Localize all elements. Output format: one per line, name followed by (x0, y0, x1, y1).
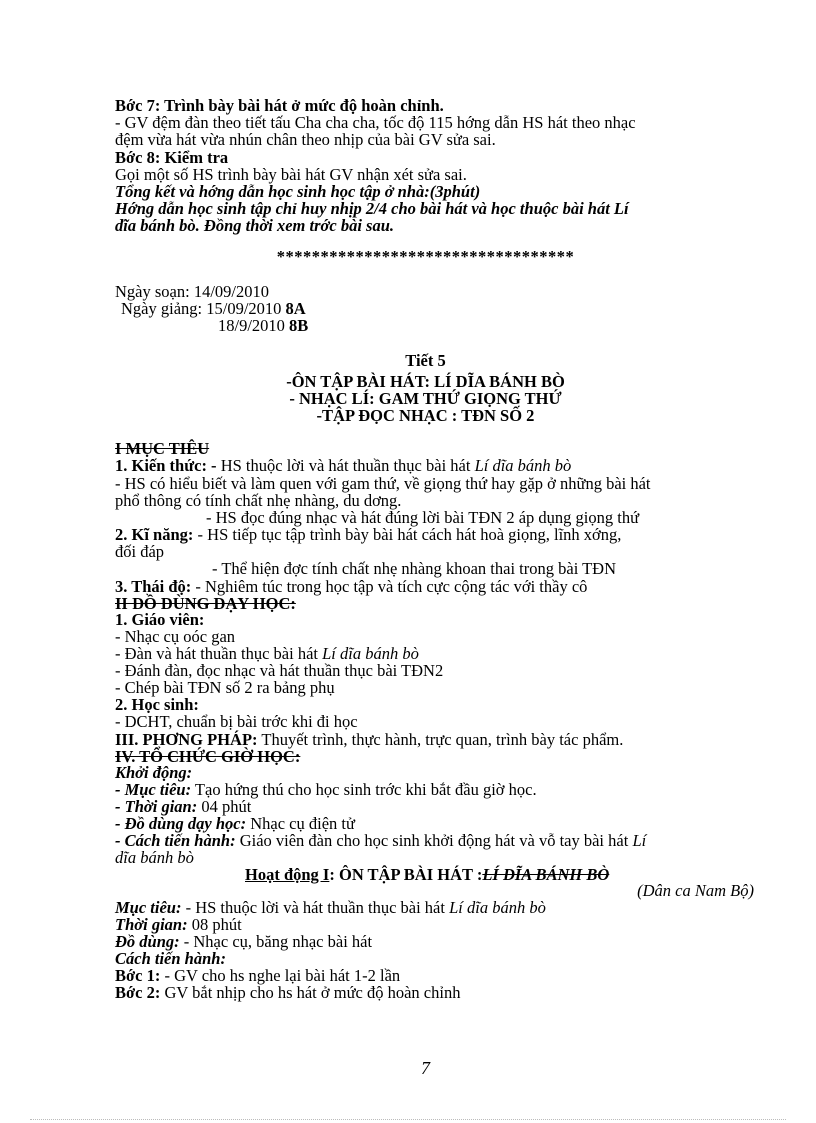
activity1-step1-text: - GV cho hs nghe lại bài hát 1-2 lần (160, 966, 401, 985)
activity1-goal-label: Mục tiêu: (115, 898, 182, 917)
lesson-title3: -TẬP ĐỌC NHẠC : TĐN SỐ 2 (316, 406, 535, 425)
activity1-title-prefix: Hoạt động I (245, 865, 330, 884)
knowledge-line4: - HS đọc đúng nhạc và hát đúng lời bài TĐN 2 áp dụng giọng thứ (206, 508, 640, 527)
section3-line (115, 731, 736, 748)
section1-heading: I MỤC TIÊU (115, 439, 210, 458)
activity1-step1-label: Bớc 1: (115, 966, 161, 985)
teacher-item2-song: Lí dĩa bánh bò (322, 644, 419, 663)
warmup-time-label: - Thời gian: (115, 797, 198, 816)
activity1-method-label: Cách tiến hành: (115, 949, 226, 968)
activity1-time-label: Thời gian: (115, 915, 188, 934)
lesson-number: Tiết 5 (405, 351, 446, 370)
student-label: 2. Học sinh: (115, 695, 199, 714)
date-prep: Ngày soạn: 14/09/2010 (115, 282, 269, 301)
date-teach2-text: 18/9/2010 (218, 316, 285, 335)
student-item1: - DCHT, chuẩn bị bài trớc khi đi học (115, 712, 358, 731)
summary-line2: dĩa bánh bò. Đồng thời xem trớc bài sau. (115, 216, 395, 235)
warmup-time-text: 04 phút (197, 797, 252, 816)
summary-title: Tổng kết và hớng dẫn học sinh học tập ở nhà:(3phút) (115, 182, 481, 201)
step8-line1: Gọi một số HS trình bày bài hát GV nhận xét sửa sai. (115, 165, 467, 184)
warmup-method-song2: dĩa bánh bò (115, 848, 194, 867)
warmup-goal-text: Tạo hứng thú cho học sinh trớc khi bắt đầu giờ học. (191, 780, 537, 799)
section3-text: Thuyết trình, thực hành, trực quan, trình bày tác phẩm. (257, 730, 624, 749)
step7-line2: đệm vừa hát vừa nhún chân theo nhịp của bài GV sửa sai. (115, 130, 496, 149)
warmup-time (115, 798, 736, 815)
activity1-time (115, 916, 736, 933)
teacher-item3: - Đánh đàn, đọc nhạc và hát thuần thục bài TĐN2 (115, 661, 444, 680)
knowledge-line2: - HS có hiểu biết và làm quen với gam thứ, về giọng thứ hay gặp ở những bài hát (115, 474, 651, 493)
knowledge-song: Lí dĩa bánh bò (474, 456, 572, 475)
warmup-tools (115, 815, 736, 832)
activity1-step2 (115, 984, 736, 1001)
class-8b: 8B (289, 316, 309, 335)
lesson-title2: - NHẠC LÍ: GAM THỨ GIỌNG THỨ (289, 389, 562, 408)
date-teach1 (121, 300, 736, 317)
section3-heading: III. PHƠNG PHÁP: (115, 730, 258, 749)
activity1-origin: (Dân ca Nam Bộ) (637, 881, 754, 900)
activity1-step2-text: GV bắt nhịp cho hs hát ở mức độ hoàn chỉnh (160, 983, 461, 1002)
activity1-step1 (115, 967, 736, 984)
attitude-label: 3. Thái độ: (115, 577, 192, 596)
activity1-tools-label: Đồ dùng: (115, 932, 180, 951)
section2-heading: II ĐỒ DÙNG DẠY HỌC: (115, 594, 296, 613)
separator: ********************************** (276, 247, 575, 266)
warmup-method-text: Giáo viên đàn cho học sinh khởi động hát và vỗ tay bài hát (235, 831, 633, 850)
step7-title: Bớc 7: Trình bày bài hát ở mức độ hoàn chỉnh. (115, 96, 444, 115)
warmup-method-label: - Cách tiến hành: (115, 831, 236, 850)
warmup-method-song1: Lí (632, 831, 647, 850)
knowledge-label: 1. Kiến thức: - (115, 456, 217, 475)
class-8a: 8A (285, 299, 306, 318)
footer-divider (30, 1119, 786, 1120)
warmup-tools-text: Nhạc cụ điện tử (246, 814, 355, 833)
activity1-tools (115, 933, 736, 950)
teacher-item1: - Nhạc cụ oóc gan (115, 627, 236, 646)
date-teach2 (218, 317, 736, 334)
activity1-title-song: LÍ DĨA BÁNH BÒ (482, 865, 610, 884)
summary-line1: Hớng dẫn học sinh tập chỉ huy nhịp 2/4 cho bài hát và học thuộc bài hát Lí (115, 199, 629, 218)
knowledge-line3: phổ thông có tính chất nhẹ nhàng, du dơng. (115, 491, 402, 510)
date-teach1-text: Ngày giảng: 15/09/2010 (121, 299, 282, 318)
activity1-goal-song: Lí dĩa bánh bò (449, 898, 546, 917)
activity1-step2-label: Bớc 2: (115, 983, 161, 1002)
activity1-goal (115, 899, 736, 916)
knowledge-line (115, 457, 736, 474)
section4-heading: IV. TỔ CHỨC GIỜ HỌC: (115, 747, 301, 766)
step7-line1: - GV đệm đàn theo tiết tấu Cha cha cha, tốc độ 115 hớng dẫn HS hát theo nhạc (115, 113, 636, 132)
warmup-label: Khởi động: (115, 763, 193, 782)
skill-label: 2. Kĩ năng: (115, 525, 194, 544)
step8-title: Bớc 8: Kiểm tra (115, 148, 229, 167)
warmup-goal (115, 781, 736, 798)
attitude-text: - Nghiêm túc trong học tập và tích cực cộng tác với thầy cô (191, 577, 588, 596)
skill-line3: - Thể hiện đợc tính chất nhẹ nhàng khoan thai trong bài TĐN (212, 559, 617, 578)
skill-text: - HS tiếp tục tập trình bày bài hát cách hát hoà giọng, lĩnh xớng, (193, 525, 622, 544)
warmup-goal-label: - Mục tiêu: (115, 780, 192, 799)
activity1-tools-text: - Nhạc cụ, băng nhạc bài hát (179, 932, 373, 951)
knowledge-text: HS thuộc lời và hát thuần thục bài hát (216, 456, 475, 475)
lesson-title1: -ÔN TẬP BÀI HÁT: LÍ DĨA BÁNH BÒ (286, 372, 565, 391)
teacher-label: 1. Giáo viên: (115, 610, 205, 629)
attitude-line (115, 578, 736, 595)
activity1-time-text: 08 phút (187, 915, 242, 934)
activity1-title-mid: : ÔN TẬP BÀI HÁT : (329, 865, 483, 884)
warmup-tools-label: - Đồ dùng dạy học: (115, 814, 247, 833)
warmup-method (115, 832, 736, 849)
activity1-goal-text: - HS thuộc lời và hát thuần thục bài hát (181, 898, 450, 917)
teacher-item4: - Chép bài TĐN số 2 ra bảng phụ (115, 678, 335, 697)
teacher-item2-text: - Đàn và hát thuần thục bài hát (115, 644, 323, 663)
page-number: 7 (421, 1058, 430, 1078)
skill-line2: đối đáp (115, 542, 165, 561)
skill-line (115, 526, 736, 543)
teacher-item2 (115, 645, 736, 662)
